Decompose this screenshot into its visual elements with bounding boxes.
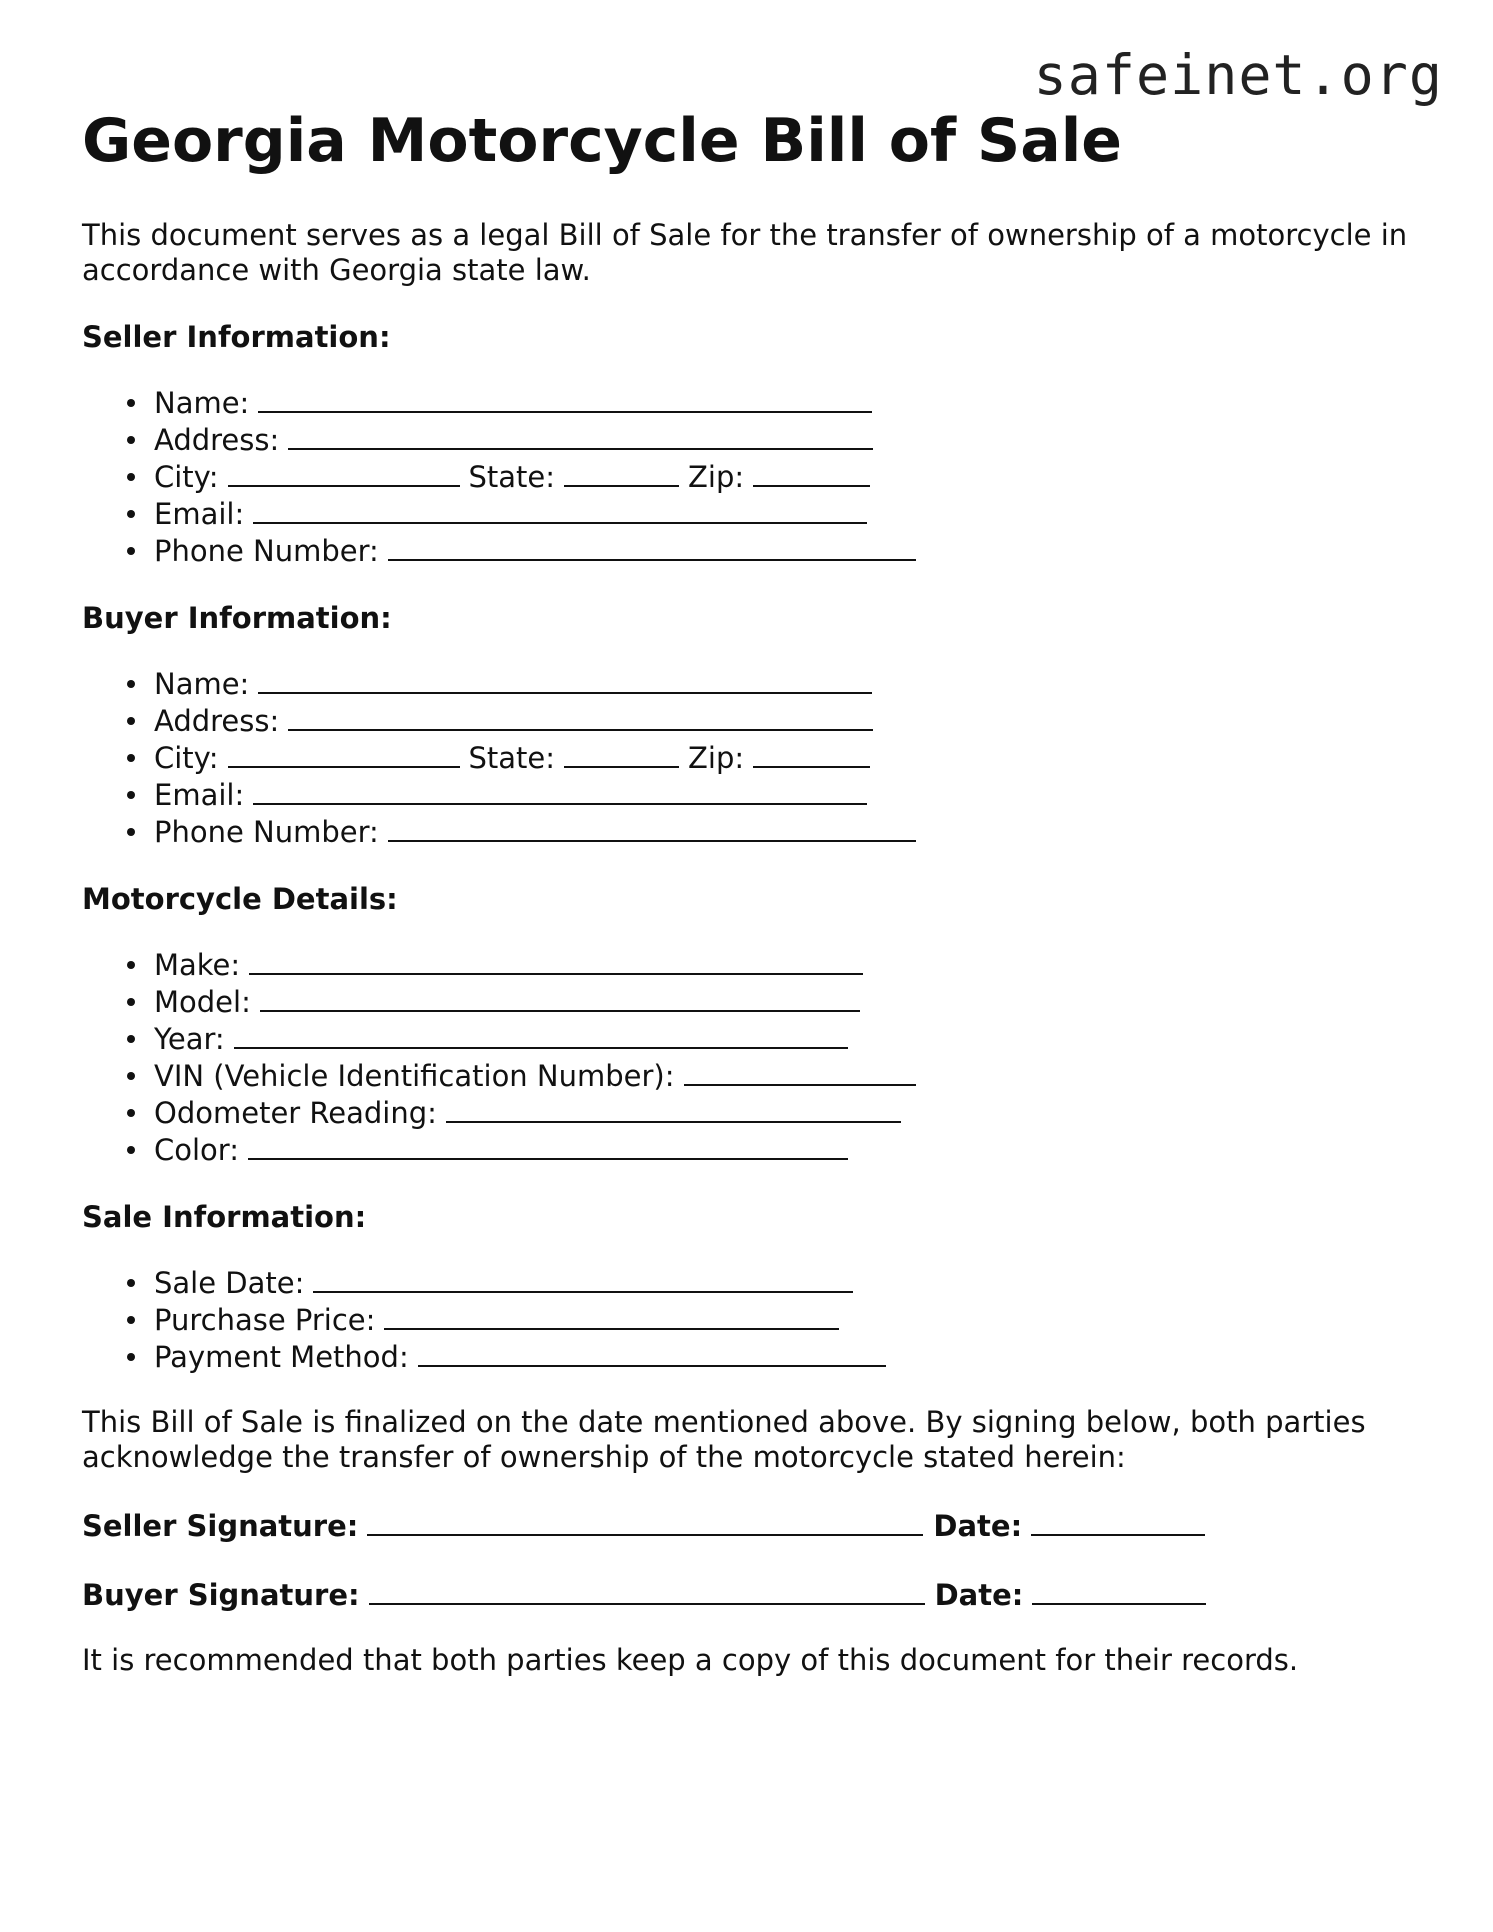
buyer-email-blank[interactable] [253, 776, 867, 805]
seller-date-blank[interactable] [1031, 1507, 1205, 1536]
footer-note: It is recommended that both parties keep a copy of this document for their records. [82, 1643, 1299, 1677]
odometer-field [154, 1094, 1412, 1131]
payment-method-label: Payment Method: [154, 1340, 409, 1374]
odometer-label: Odometer Reading: [154, 1096, 437, 1130]
sale-fields [82, 1264, 1412, 1375]
seller-phone-blank[interactable] [388, 532, 916, 561]
sale-section-heading: Sale Information: [82, 1200, 367, 1234]
seller-section-heading: Seller Information: [82, 320, 391, 354]
seller-zip-label: Zip: [688, 460, 745, 494]
buyer-city-blank[interactable] [228, 739, 460, 768]
sale-date-label: Sale Date: [154, 1266, 305, 1300]
make-blank[interactable] [249, 946, 863, 975]
seller-email-field [154, 495, 1412, 532]
seller-phone-label: Phone Number: [154, 534, 379, 568]
buyer-signature-row [82, 1576, 1412, 1613]
buyer-signature-blank[interactable] [369, 1576, 925, 1605]
buyer-city-label: City: [154, 741, 219, 775]
buyer-email-field [154, 776, 1412, 813]
year-field [154, 1020, 1412, 1057]
color-blank[interactable] [248, 1131, 848, 1160]
seller-name-blank[interactable] [258, 384, 872, 413]
document-title: Georgia Motorcycle Bill of Sale [82, 106, 1122, 176]
sale-date-blank[interactable] [313, 1264, 853, 1293]
seller-address-field [154, 421, 1412, 458]
watermark: safeinet.org [1033, 43, 1443, 107]
buyer-zip-label: Zip: [688, 741, 745, 775]
year-label: Year: [154, 1022, 225, 1056]
seller-name-field [154, 384, 1412, 421]
seller-fields [82, 384, 1412, 569]
sale-date-field [154, 1264, 1412, 1301]
vin-field [154, 1057, 1412, 1094]
purchase-price-field [154, 1301, 1412, 1338]
odometer-blank[interactable] [446, 1094, 901, 1123]
color-label: Color: [154, 1133, 239, 1167]
vin-blank[interactable] [684, 1057, 916, 1086]
model-field [154, 983, 1412, 1020]
seller-signature-row [82, 1507, 1412, 1544]
seller-email-label: Email: [154, 497, 245, 531]
closing-paragraph: This Bill of Sale is finalized on the date mentioned above. By signing below, both parties acknowledge the transfer of ownership of the motorcycle stated herein: [82, 1405, 1366, 1474]
buyer-date-blank[interactable] [1032, 1576, 1206, 1605]
seller-phone-field [154, 532, 1412, 569]
intro-paragraph: This document serves as a legal Bill of Sale for the transfer of ownership of a motorcycle in accordance with Georgia state law. [82, 218, 1408, 287]
payment-method-blank[interactable] [418, 1338, 886, 1367]
seller-signature-blank[interactable] [367, 1507, 923, 1536]
buyer-fields [82, 665, 1412, 850]
seller-email-blank[interactable] [253, 495, 867, 524]
buyer-date-label: Date: [934, 1578, 1024, 1612]
make-label: Make: [154, 948, 241, 982]
seller-signature-label: Seller Signature: [82, 1509, 359, 1543]
buyer-address-blank[interactable] [288, 702, 873, 731]
document-page [82, 102, 1412, 1678]
buyer-phone-field [154, 813, 1412, 850]
buyer-address-field [154, 702, 1412, 739]
purchase-price-label: Purchase Price: [154, 1303, 376, 1337]
seller-address-blank[interactable] [288, 421, 873, 450]
buyer-phone-label: Phone Number: [154, 815, 379, 849]
buyer-zip-blank[interactable] [753, 739, 870, 768]
seller-state-label: State: [468, 460, 556, 494]
seller-zip-blank[interactable] [753, 458, 870, 487]
buyer-state-label: State: [468, 741, 556, 775]
buyer-address-label: Address: [154, 704, 280, 738]
motorcycle-fields [82, 946, 1412, 1168]
buyer-email-label: Email: [154, 778, 245, 812]
buyer-phone-blank[interactable] [388, 813, 916, 842]
model-label: Model: [154, 985, 251, 1019]
purchase-price-blank[interactable] [384, 1301, 839, 1330]
vin-label: VIN (Vehicle Identification Number): [154, 1059, 675, 1093]
motorcycle-section-heading: Motorcycle Details: [82, 882, 398, 916]
seller-date-label: Date: [933, 1509, 1023, 1543]
buyer-state-blank[interactable] [564, 739, 679, 768]
year-blank[interactable] [234, 1020, 848, 1049]
make-field [154, 946, 1412, 983]
color-field [154, 1131, 1412, 1168]
buyer-name-field [154, 665, 1412, 702]
payment-method-field [154, 1338, 1412, 1375]
seller-address-label: Address: [154, 423, 280, 457]
buyer-name-label: Name: [154, 667, 250, 701]
model-blank[interactable] [260, 983, 860, 1012]
seller-city-field [154, 458, 1412, 495]
buyer-city-field [154, 739, 1412, 776]
buyer-section-heading: Buyer Information: [82, 601, 392, 635]
buyer-signature-label: Buyer Signature: [82, 1578, 360, 1612]
seller-city-blank[interactable] [228, 458, 460, 487]
seller-city-label: City: [154, 460, 219, 494]
seller-state-blank[interactable] [564, 458, 679, 487]
buyer-name-blank[interactable] [258, 665, 872, 694]
seller-name-label: Name: [154, 386, 250, 420]
